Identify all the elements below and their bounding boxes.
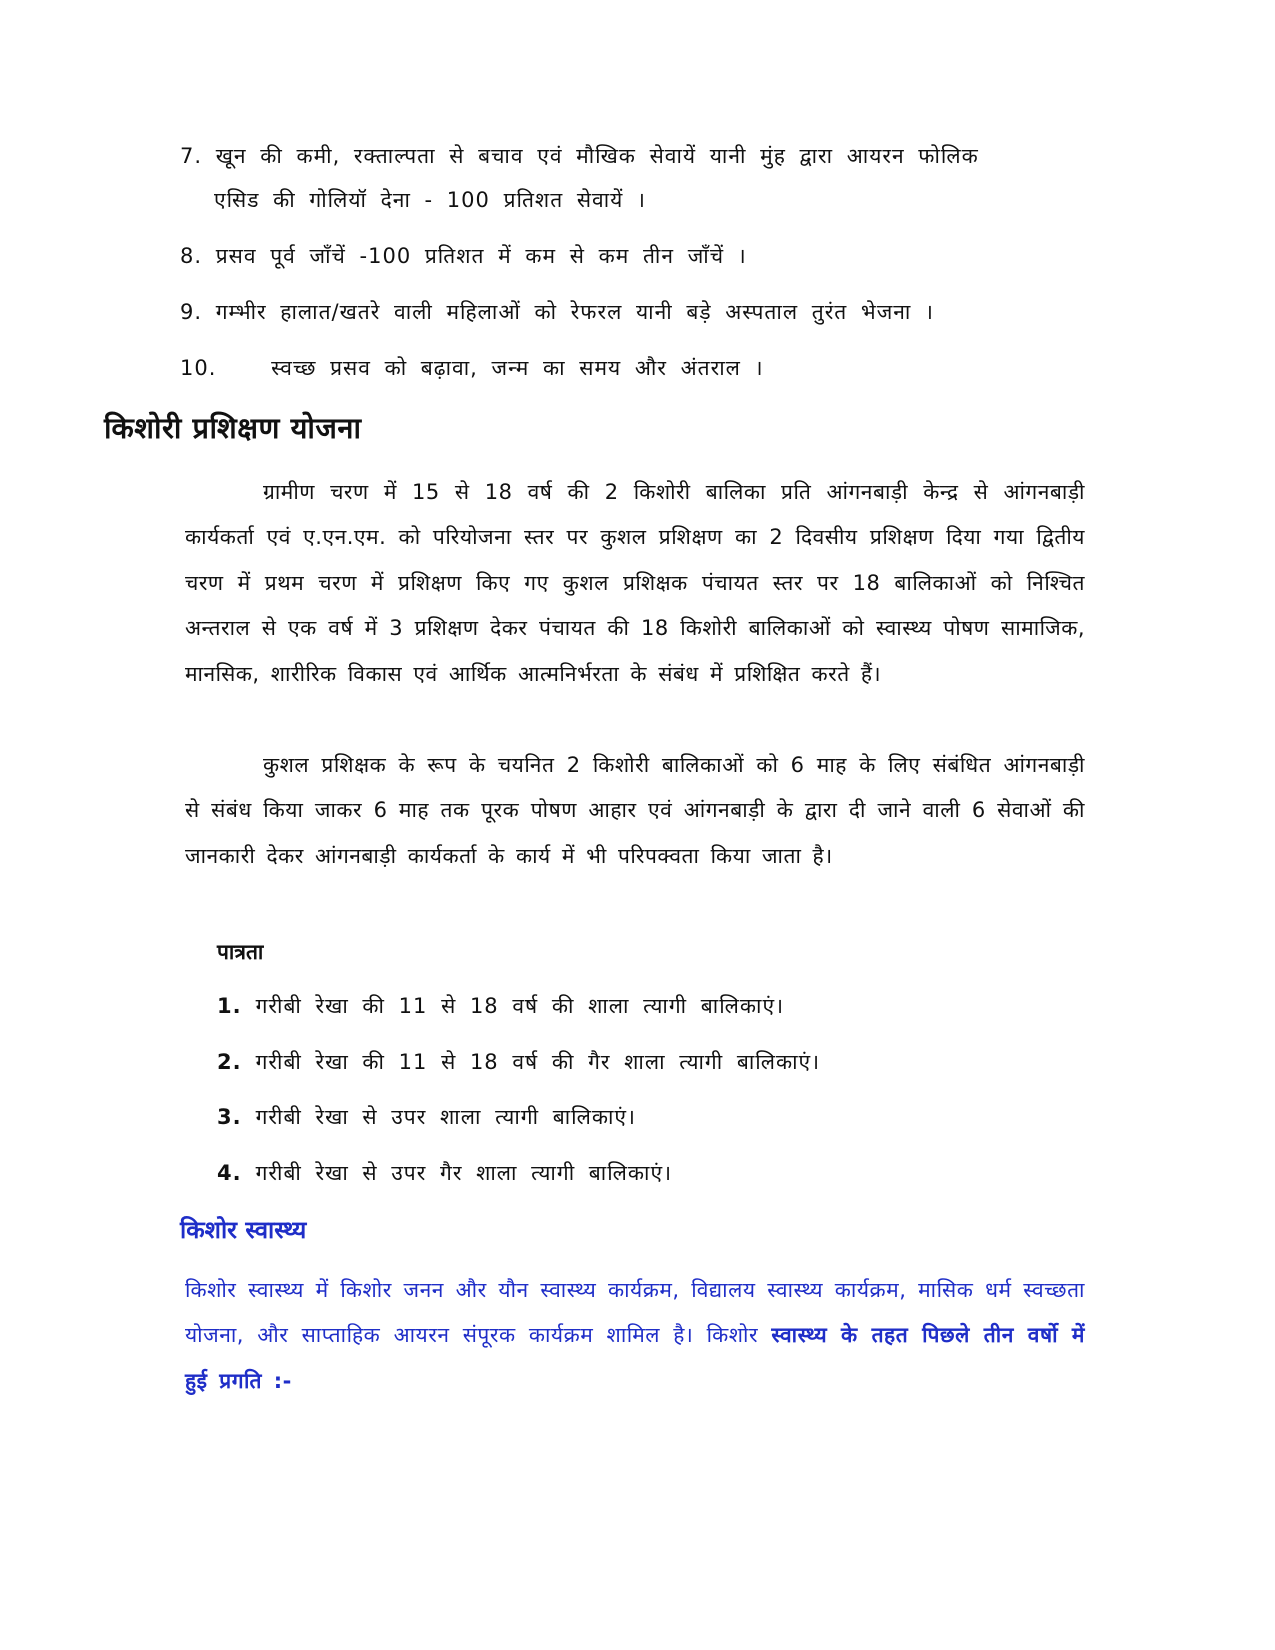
eligibility-item-number: 4. xyxy=(217,1161,242,1185)
adolescent-health-progress-text: स्वास्थ्य के तहत पिछले तीन वर्षो में हुई प्रगति :- xyxy=(185,1323,1085,1393)
kishori-training-paragraph-2: कुशल प्रशिक्षक के रूप के चयनित 2 किशोरी बालिकाओं को 6 माह के लिए संबंधित आंगनबाड़ी से संबंध किया जाकर 6 माह तक पूरक पोषण आहार एवं आंगनबाड़ी के द्वारा दी जाने वाली 6 सेवाओं की जानकारी देकर आंगनबाड़ी कार्यकर्ता के कार्य में भी परिपक्वता किया जाता है। xyxy=(185,753,1085,868)
adolescent-health-paragraph xyxy=(185,1268,1085,1404)
kishori-training-heading: किशोरी प्रशिक्षण योजना xyxy=(104,411,362,445)
service-item-9: 9. गम्भीर हालात/खतरे वाली महिलाओं को रेफरल यानी बड़े अस्पताल तुरंत भेजना । xyxy=(180,300,935,324)
eligibility-item-1 xyxy=(217,991,784,1021)
service-item-7-line1: 7. खून की कमी, रक्ताल्पता से बचाव एवं मौखिक सेवायें यानी मुंह द्वारा आयरन फोलिक xyxy=(180,144,979,168)
eligibility-item-number: 3. xyxy=(217,1105,242,1129)
eligibility-item-number: 1. xyxy=(217,994,242,1018)
service-item-7-line2: एसिड की गोलियॉ देना - 100 प्रतिशत सेवायें । xyxy=(214,188,646,212)
service-item-10: 10. स्वच्छ प्रसव को बढ़ावा, जन्म का समय और अंतराल । xyxy=(180,356,764,380)
eligibility-item-3 xyxy=(217,1102,636,1132)
eligibility-item-number: 2. xyxy=(217,1050,242,1074)
service-item-8: 8. प्रसव पूर्व जॉंचें -100 प्रतिशत में कम से कम तीन जॉंचें । xyxy=(180,244,747,268)
adolescent-health-heading: किशोर स्वास्थ्य xyxy=(180,1216,307,1244)
kishori-training-paragraph-1: ग्रामीण चरण में 15 से 18 वर्ष की 2 किशोरी बालिका प्रति आंगनबाड़ी केन्द्र से आंगनबाड़ी कार्यकर्ता एवं ए.एन.एम. को परियोजना स्तर पर कुशल प्रशिक्षण का 2 दिवसीय प्रशिक्षण दिया गया द्वितीय चरण में प्रथम चरण में प्रशिक्षण किए गए कुशल प्रशिक्षक पंचायत स्तर पर 18 बालिकाओं को निश्चित अन्तराल से एक वर्ष में 3 प्रशिक्षण देकर पंचायत की 18 किशोरी बालिकाओं को स्वास्थ्य पोषण सामाजिक, मानसिक, शारीरिक विकास एवं आर्थिक आत्मनिर्भरता के संबंध में प्रशिक्षित करते हैं। xyxy=(185,480,1085,686)
eligibility-item-text: गरीबी रेखा से उपर शाला त्यागी बालिकाएं। xyxy=(255,1105,636,1129)
eligibility-item-4 xyxy=(217,1158,672,1188)
eligibility-item-text: गरीबी रेखा की 11 से 18 वर्ष की गैर शाला त्यागी बालिकाएं। xyxy=(255,1050,821,1074)
eligibility-item-text: गरीबी रेखा की 11 से 18 वर्ष की शाला त्यागी बालिकाएं। xyxy=(255,994,785,1018)
eligibility-heading: पात्रता xyxy=(217,940,264,964)
adolescent-health-text: किशोर स्वास्थ्य में किशोर जनन और यौन स्वास्थ्य कार्यक्रम, विद्यालय स्वास्थ्य कार्यक्रम, मासिक धर्म स्वच्छता योजना, और साप्ताहिक आयरन संपूरक कार्यक्रम शामिल है। किशोर xyxy=(185,1278,1085,1348)
eligibility-item-2 xyxy=(217,1047,820,1077)
eligibility-item-text: गरीबी रेखा से उपर गैर शाला त्यागी बालिकाएं। xyxy=(255,1161,673,1185)
